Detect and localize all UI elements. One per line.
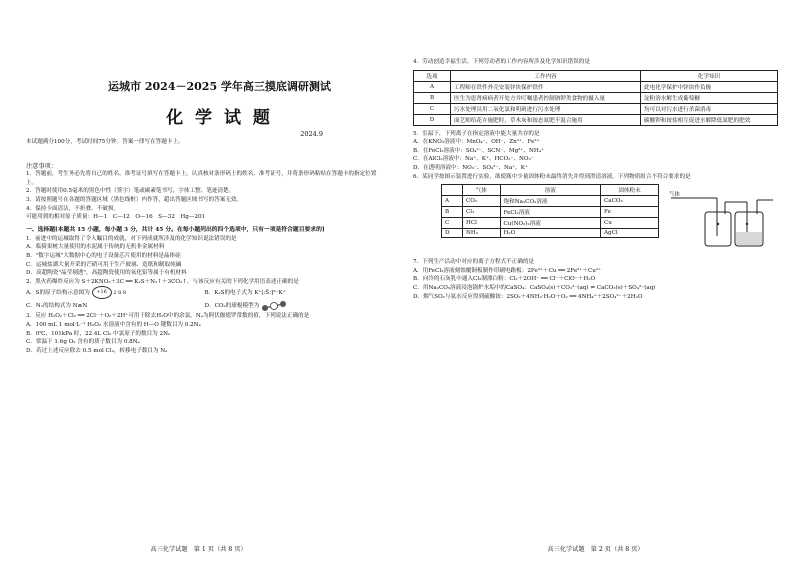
- table-cell: HCl: [463, 218, 501, 229]
- table-cell: D: [414, 114, 451, 125]
- ball-stick-model-icon: [261, 301, 287, 311]
- table-row: [414, 81, 778, 92]
- note-item: 2．答题时使用0.5毫米的黑色中性（签字）笔或碳素笔书写，字体工整、笔迹清楚。: [26, 188, 235, 195]
- notes-title: 注意事项：: [26, 163, 57, 171]
- question-6-stem: 6．某同学按图示装置进行实验，欲使瓶中少量固体粉末最终消失并得到澄清溶液。下列物质组合不符合要求的是: [413, 173, 691, 180]
- question-3-option-c: C．常温下 1.6g O₂ 含有的质子数目为 0.8Nₐ: [26, 339, 140, 346]
- question-1-stem: 1．前进中的运城取得了令人瞩目的成就，对下列成就所涉及的化学知识说法错误的是: [26, 235, 237, 242]
- table-header-row: [442, 185, 659, 196]
- table-cell: 医生为患肾病病者开处方并叮嘱患者控制钠钾类食物的摄入量: [451, 92, 641, 103]
- table-cell: NH₃: [463, 229, 501, 238]
- table-cell: H₂O: [500, 229, 601, 238]
- atomic-masses: 可能用到的相对原子质量：H—1 C—12 O—16 S—32 Hg—201: [26, 214, 206, 221]
- table-cell: B: [442, 207, 463, 218]
- page-footer: 高三化学试题 第 2 页（共 8 页）: [547, 546, 644, 553]
- question-2-stem: 2．黑火药爆炸反应为 S＋2KNO₃＋3C ══ K₂S＋N₂↑＋3CO₂↑。与该反应有关的下列化学用语表述正确的是: [26, 278, 299, 285]
- gas-apparatus: [669, 184, 778, 254]
- option-a-text: A．S的原子结构示意图为: [26, 290, 90, 297]
- table-header: 工作内容: [451, 70, 641, 81]
- option-d-text: D．CO₂的球棍模型为: [204, 303, 260, 310]
- question-7-option-d: D．烟气SO₂与氨水反应得到硫酸铵：2SO₂＋4NH₃·H₂O＋O₂ ══ 4NH₄⁺＋2SO₄²⁻＋2H₂O: [413, 293, 643, 300]
- table-row: [442, 207, 659, 218]
- option-b-text: B．K₂S的电子式为: [204, 290, 253, 297]
- table-header: 选项: [414, 70, 451, 81]
- table-row: [414, 92, 778, 103]
- electron-shells: 2 8 8: [113, 290, 127, 297]
- table-cell: Cu: [601, 218, 659, 229]
- gas-washing-bottles-icon: [669, 184, 779, 254]
- question-1-option-a: A．临猗果树大量使用的水泥属于传统的无机非金属材料: [26, 244, 165, 251]
- page-footer: 高三化学试题 第 1 页（共 8 页）: [150, 546, 247, 553]
- table-row: [442, 229, 659, 238]
- table-cell: 污水处理员用二氧化氯和明矾进行污水处理: [451, 103, 641, 114]
- note-item: 3．请按照题号在各题的答题区域（黑色线框）内作答，超出答题区域书写的答案无效。: [26, 196, 243, 203]
- question-1-option-d: D．高超陶瓷"晶莹剔透"，高超陶瓷使用的氧化铝等属于有机材料: [26, 270, 187, 277]
- table-header-row: [414, 70, 778, 81]
- table-cell: 均可以对污水进行杀菌消毒: [641, 103, 778, 114]
- question-1-option-c: C．运城盐湖大量开采的芒硝可用于生产玻璃、造纸和制取纯碱: [26, 261, 182, 268]
- table-cell: C: [414, 103, 451, 114]
- question-5-option-c: C．在AlCl₃溶液中：Na⁺、K⁺、HCO₃⁻、NO₃⁻: [413, 156, 534, 163]
- exam-date: 2024.9: [300, 130, 323, 138]
- table-cell: AgCl: [601, 229, 659, 238]
- note-item: 1．答题前，考生务必先将自己的姓名、准考证号填写在答题卡上，认真核对条形码上的姓名、准考证号，并将条形码粘贴在答题卡的指定位置上。: [26, 171, 377, 186]
- table-header: 溶液: [500, 185, 601, 196]
- question-5-stem: 5．室温下，下列离子在指定溶液中能大量共存的是: [413, 130, 540, 137]
- table-cell: C: [442, 218, 463, 229]
- question-5-option-a: A．在KNO₃溶液中：MnO₄⁻、OH⁻、Zn²⁺、Fe²⁺: [413, 139, 540, 146]
- table-cell: 碳酸钾和铵盐相互促进水解降低氮肥的肥效: [641, 114, 778, 125]
- table-cell: Cl₂: [463, 207, 501, 218]
- table-row: [442, 196, 659, 207]
- table-row: [442, 218, 659, 229]
- table-header: 气体: [463, 185, 501, 196]
- table-cell: 饱和Na₂CO₃溶液: [500, 196, 601, 207]
- question-3-stem: 3．反应 H₂O₂＋Cl₂ ══ 2Cl⁻＋O₂＋2H⁺可用于除去H₂O中的余氯。Nₐ为阿伏伽德罗常数的值，下列说法正确的是: [26, 313, 310, 320]
- question-2-option-a: [26, 286, 205, 300]
- exam-info: 本试题满分100分，考试时间75分钟。答案一律写在答题卡上。: [26, 139, 184, 145]
- table-row: [414, 103, 778, 114]
- question-5-option-b: B．在FeCl₃溶液中：SO₄²⁻、SCN⁻、Mg²⁺、NH₄⁺: [413, 147, 544, 154]
- question-4-stem: 4．劳动创造幸福生活。下列劳动者的工作内容所涉及化学知识错误的是: [413, 59, 590, 65]
- table-cell: Fe: [601, 207, 659, 218]
- exam-page-2: [397, 0, 794, 561]
- table-cell: A: [442, 196, 463, 207]
- question-2-option-d: [205, 300, 384, 312]
- note-item: 4．保持卡面清洁，不折叠，不破损。: [26, 205, 120, 212]
- question-2-option-c: C．N₂的结构式为 N≡N: [26, 303, 88, 310]
- subject-title: 化 学 试 题: [166, 108, 273, 128]
- table-header: [442, 185, 463, 196]
- question-7-option-c: C．用Na₂CO₃溶液浸泡锅炉水垢中的CaSO₄：CaSO₄(s)＋CO₃²⁻(aq) ⇌ CaCO₃(s)＋SO₄²⁻(aq): [413, 284, 656, 291]
- table-cell: 此电化学保护中锌块作负极: [641, 81, 778, 92]
- apparatus-label: 气体: [669, 192, 681, 199]
- table-cell: D: [442, 229, 463, 238]
- table-cell: A: [414, 81, 451, 92]
- table-cell: CaCO₃: [601, 196, 659, 207]
- question-1-option-b: B．"数字运城"大数据中心的电子设备芯片使用的材料是晶体硅: [26, 252, 181, 259]
- table-cell: CO₂: [463, 196, 501, 207]
- table-cell: FeCl₂溶液: [500, 207, 601, 218]
- table-cell: B: [414, 92, 451, 103]
- electron-formula: K⁺[:S̈:]²⁻K⁺: [254, 290, 286, 297]
- table-cell: 淀粉溶水解生成葡萄糖: [641, 92, 778, 103]
- table-cell: 面艺师给花卉施肥时，草木灰和铵态氮肥不混合施用: [451, 114, 641, 125]
- question-7-option-b: B．向冷的石灰乳中通入Cl₂制漂白粉：Cl₂＋2OH⁻ ══ Cl⁻＋ClO⁻＋H₂O: [413, 276, 596, 283]
- sulfur-atom-diagram: +16: [92, 286, 112, 299]
- table-cell: Cu(NO₃)₂溶液: [500, 218, 601, 229]
- table-cell: 工程师在铁件外壳安装锌块保护铁件: [451, 81, 641, 92]
- question-5-option-d: D．在透明溶液中：NO₃⁻、SO₄²⁻、Na⁺、K⁺: [413, 164, 528, 171]
- question-2-option-b: [205, 286, 384, 300]
- table-header: 固体粉末: [601, 185, 659, 196]
- question-3-option-a: A．100 mL 1 mol·L⁻¹ H₂O₂ 水溶液中含有的 H—O 键数目为 0.2Nₐ: [26, 321, 201, 328]
- table-row: [414, 114, 778, 125]
- question-6-table: [441, 184, 659, 238]
- question-4-table: [413, 70, 778, 126]
- table-header: 化学知识: [641, 70, 778, 81]
- question-3-option-b: B．0℃、101kPa 时，22.4L Cl₂ 中氯原子的数目为 2Nₐ: [26, 330, 171, 337]
- section-heading: 一、选择题[本题共 15 小题，每小题 3 分，共计 45 分。在每小题列出的四个选项中，只有一项是符合题目要求的]: [26, 226, 325, 233]
- exam-title: 运城市 2024－2025 学年高三摸底调研测试: [108, 80, 331, 93]
- question-7-option-a: A．用FeCl₃溶液刻蚀覆铜板制作印刷电路板：2Fe³⁺＋Cu ══ 2Fe²⁺＋Cu²⁺: [413, 267, 602, 274]
- question-7-stem: 7．下列生产活动中对应的离子方程式不正确的是: [413, 259, 535, 266]
- question-3-option-d: D．若过上述反应除去 0.5 mol Cl₂，转移电子数目为 Nₐ: [26, 347, 168, 354]
